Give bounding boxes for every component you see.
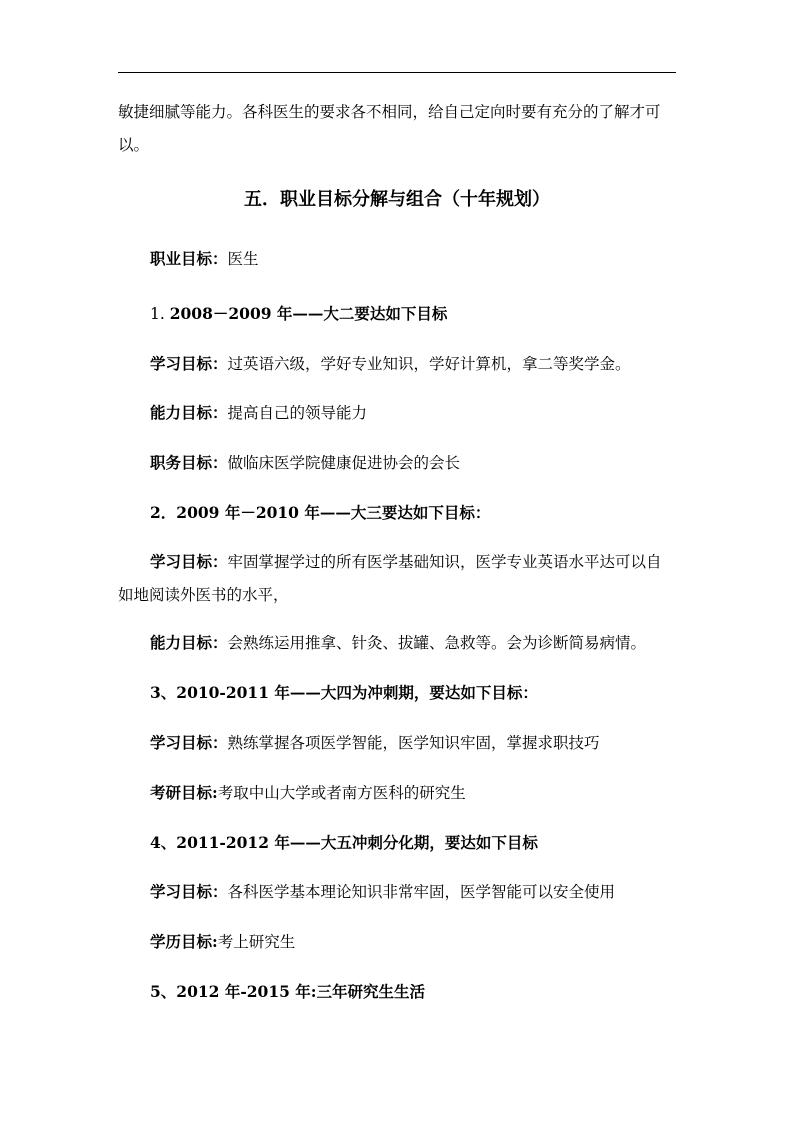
goal-value: 做临床医学院健康促进协会的会长 <box>227 454 461 472</box>
phase-1-goal-position <box>150 446 676 480</box>
phase-1-heading <box>150 297 676 331</box>
phase-1-heading-text: 2008－2009 年——大二要达如下目标 <box>169 304 448 323</box>
goal-value: 牢固掌握学过的所有医学基础知识，医学专业英语水平达可以自如地阅读外医书的水平， <box>118 553 662 604</box>
phase-4-goal-study <box>150 875 676 909</box>
goal-label: 考研目标 <box>150 783 213 802</box>
career-goal-label: 职业目标 <box>150 249 213 268</box>
goal-label: 学习目标 <box>150 354 213 373</box>
phase-5-heading <box>150 975 676 1009</box>
goal-label: 能力目标 <box>150 403 213 422</box>
phase-4-heading-text: 4、2011-2012 年——大五冲刺分化期，要达如下目标 <box>150 833 538 852</box>
career-goal-line <box>150 242 676 276</box>
phase-5-heading-text: 5、2012 年-2015 年:三年研究生生活 <box>150 982 426 1001</box>
goal-sep: ： <box>212 633 228 652</box>
goal-sep: ： <box>212 354 228 373</box>
goal-label: 学习目标 <box>150 733 213 752</box>
phase-1-goal-ability <box>150 396 676 430</box>
goal-value: 考取中山大学或者南方医科的研究生 <box>217 784 466 802</box>
goal-value: 熟练掌握各项医学智能，医学知识牢固，掌握求职技巧 <box>227 734 600 752</box>
goal-label: 学习目标 <box>150 882 213 901</box>
section-title: 五．职业目标分解与组合（十年规划） <box>244 189 550 210</box>
goal-label: 能力目标 <box>150 633 213 652</box>
goal-sep: ： <box>212 882 228 901</box>
goal-value: 各科医学基本理论知识非常牢固，医学智能可以安全使用 <box>227 883 616 901</box>
goal-sep: : <box>212 783 218 802</box>
career-goal-sep: ： <box>212 249 228 268</box>
goal-sep: ： <box>212 453 228 472</box>
phase-3-goal-exam <box>150 776 676 810</box>
goal-sep: : <box>212 932 218 951</box>
phase-4-goal-degree <box>150 925 676 959</box>
goal-value: 会熟练运用推拿、针灸、拔罐、急救等。会为诊断简易病情。 <box>227 634 647 652</box>
goal-sep: ： <box>212 552 228 571</box>
goal-value: 提高自己的领导能力 <box>227 404 368 422</box>
phase-2-heading <box>150 496 676 530</box>
goal-label: 学习目标 <box>150 552 213 571</box>
phase-2-goal-ability <box>150 626 676 660</box>
phase-3-goal-study <box>150 726 676 760</box>
goal-value: 考上研究生 <box>217 933 296 951</box>
phase-1-number: 1. <box>150 305 165 323</box>
goal-label: 学历目标 <box>150 932 213 951</box>
phase-3-heading-text: 3、2010-2011 年——大四为冲刺期，要达如下目标： <box>150 683 538 702</box>
phase-3-heading <box>150 676 676 710</box>
goal-sep: ： <box>212 403 228 422</box>
phase-2-goal-study <box>118 545 676 612</box>
header-rule <box>118 72 676 73</box>
goal-label: 职务目标 <box>150 453 213 472</box>
intro-paragraph: 敏捷细腻等能力。各科医生的要求各不相同，给自己定向时要有充分的了解才可以。 <box>118 103 661 154</box>
goal-value: 过英语六级，学好专业知识，学好计算机，拿二等奖学金。 <box>227 355 631 373</box>
phase-2-heading-text: 2．2009 年－2010 年——大三要达如下目标： <box>150 503 491 522</box>
career-goal-value: 医生 <box>227 250 259 268</box>
goal-sep: ： <box>212 733 228 752</box>
phase-4-heading <box>150 826 676 860</box>
phase-1-goal-study <box>150 347 676 381</box>
